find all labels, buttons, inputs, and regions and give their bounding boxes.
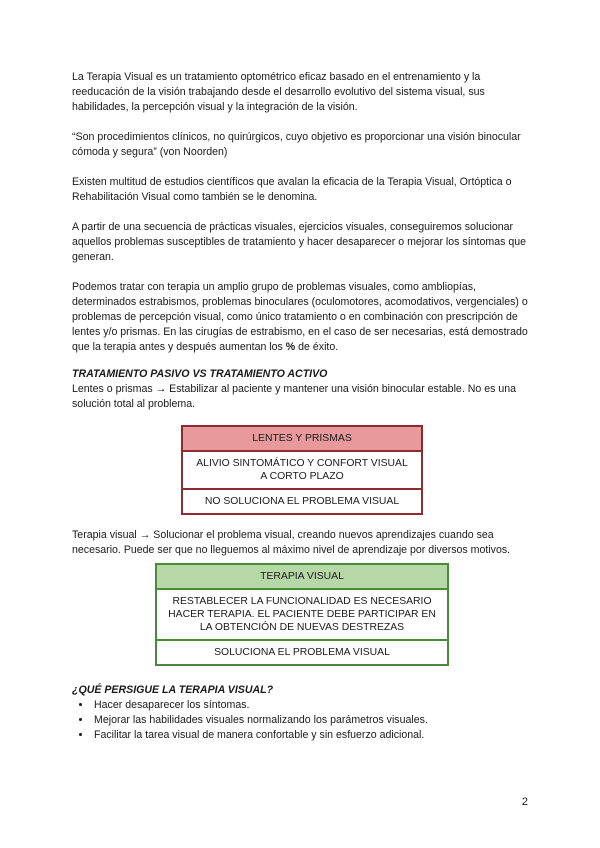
therapy-table-row-solution: SOLUCIONA EL PROBLEMA VISUAL: [156, 640, 448, 665]
goals-list: [72, 698, 532, 743]
paragraph-intro: La Terapia Visual es un tratamiento optométrico eficaz basado en el entrenamiento y la reeducación de la visión trabajando desde el desarrollo evolutivo del sistema visual, sus habilidades, la percepción visual y la integración de la visión.: [72, 71, 485, 113]
paragraph-problems-text: Podemos tratar con terapia un amplio grupo de problemas visuales, como ambliopías, determinados estrabismos, problemas binoculares (oculomotores, acomodativos, vergenciales) o problemas de percepción visual, como único tratamiento o en combinación con prescripción de lentes y/o prismas. En las cirugías de estrabismo, en el caso de ser necesarias, está demostrado que la terapia antes y después aumentan los: [72, 281, 528, 353]
section-heading-passive-active: TRATAMIENTO PASIVO VS TRATAMIENTO ACTIVO: [72, 368, 328, 380]
paragraph-problems-tail: de éxito.: [295, 341, 339, 353]
paragraph-practices: A partir de una secuencia de prácticas visuales, ejercicios visuales, conseguiremos solucionar aquellos problemas susceptibles de tratamiento y hacer desaparecer o mejorar los síntomas que generan.: [72, 221, 527, 263]
therapy-table-header: TERAPIA VISUAL: [156, 564, 448, 589]
lenses-table-header: LENTES Y PRISMAS: [182, 426, 422, 451]
therapy-table-row-restore: RESTABLECER LA FUNCIONALIDAD ES NECESARIO HACER TERAPIA. EL PACIENTE DEBE PARTICIPAR EN LA OBTENCIÓN DE NUEVAS DESTREZAS: [156, 589, 448, 640]
paragraph-therapy: Terapia visual → Solucionar el problema visual, creando nuevos aprendizajes cuando sea necesario. Puede ser que no lleguemos al máximo nivel de aprendizaje por diversos motivos.: [72, 529, 511, 556]
paragraph-studies: Existen multitud de estudios científicos que avalan la eficacia de la Terapia Visual, Ortóptica o Rehabilitación Visual como también se le denomina.: [72, 176, 512, 203]
lenses-table: [181, 425, 423, 515]
list-item: • Mejorar las habilidades visuales normalizando los parámetros visuales.: [92, 713, 532, 728]
list-item: • Hacer desaparecer los síntomas.: [92, 698, 532, 713]
paragraph-lenses: Lentes o prismas → Estabilizar al paciente y mantener una visión binocular estable. No es una solución total al problema.: [72, 383, 517, 410]
lenses-table-row-no-solution: NO SOLUCIONA EL PROBLEMA VISUAL: [182, 489, 422, 514]
therapy-table: [155, 563, 449, 666]
section-heading-goals: ¿QUÉ PERSIGUE LA TERAPIA VISUAL?: [72, 684, 274, 696]
document-body: [72, 70, 532, 743]
paragraph-quote: “Son procedimientos clínicos, no quirúrgicos, cuyo objetivo es proporcionar una visión binocular cómoda y segura” (von Noorden): [72, 131, 521, 158]
page-number: 2: [521, 796, 528, 808]
lenses-table-row-relief: ALIVIO SINTOMÁTICO Y CONFORT VISUAL A CORTO PLAZO: [182, 451, 422, 489]
percent-sign: %: [285, 341, 296, 353]
list-item: • Facilitar la tarea visual de manera confortable y sin esfuerzo adicional.: [92, 728, 532, 743]
paragraph-problems: [72, 280, 532, 355]
